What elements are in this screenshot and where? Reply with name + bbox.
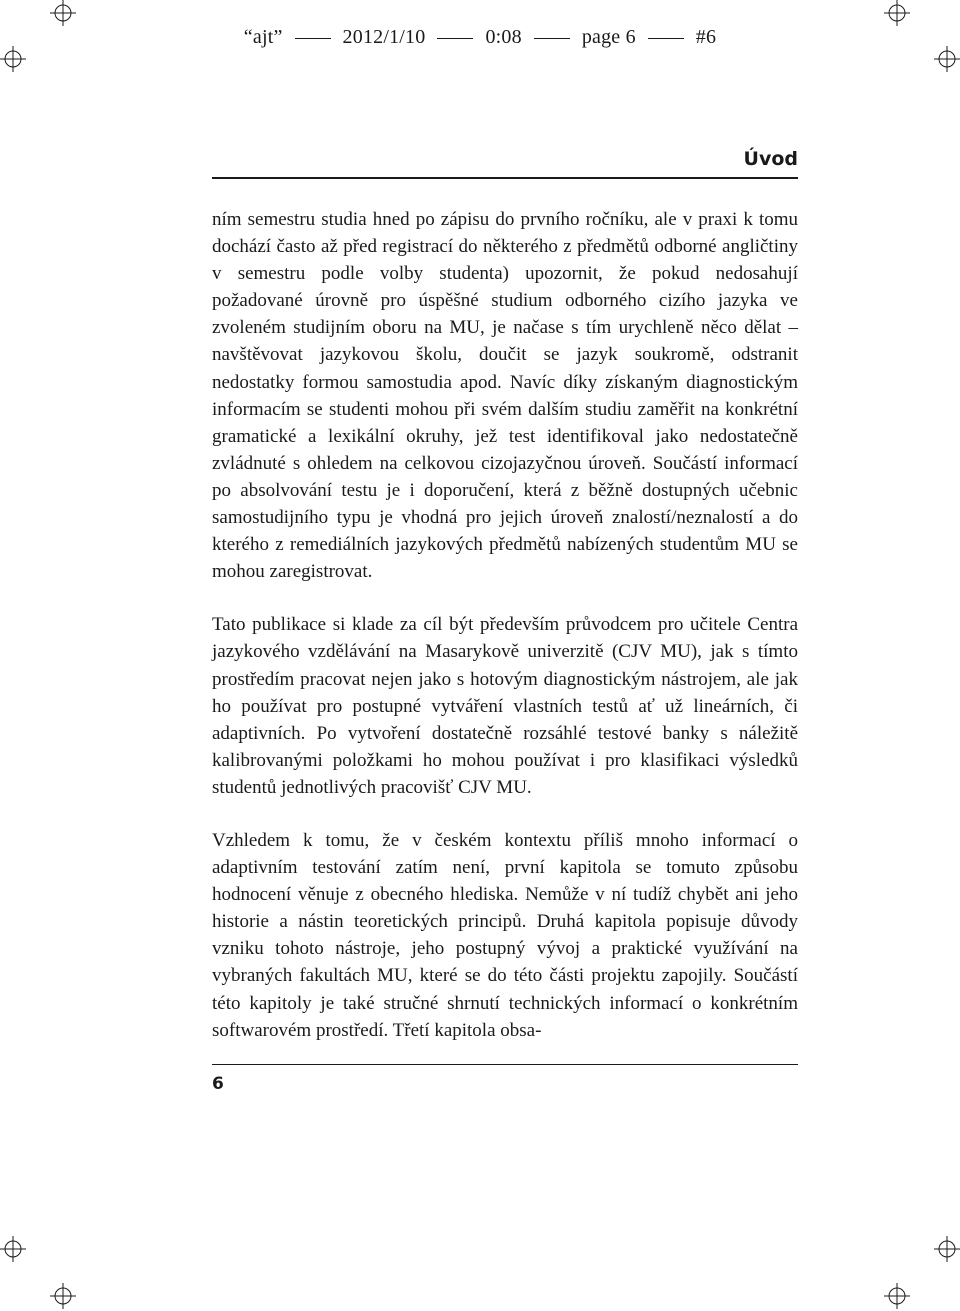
running-head-dash	[295, 38, 331, 39]
running-head-dash	[534, 38, 570, 39]
running-head-sheet: #6	[695, 26, 717, 48]
page-number: 6	[212, 1074, 224, 1094]
crop-mark-icon	[934, 46, 960, 72]
crop-mark-icon	[50, 0, 76, 26]
paragraph: Vzhledem k tomu, že v českém kontextu příliš mnoho informací o adaptivním testování zatím není, první kapitola se tomuto způsobu hodnocení věnuje z obecného hlediska. Nemůže v ní tudíž chybět ani jeho historie a nástin teoretických principů. Druhá kapitola popisuje důvody vzniku tohoto nástroje, jeho postupný vývoj a praktické využívání na vybraných fakultách MU, které se do této části projektu zapojily. Součástí této kapitoly je také stručné shrnutí technických informací o konkrétním softwarovém prostředí. Třetí kapitola obsa-	[212, 829, 798, 1041]
chapter-title: Úvod	[743, 148, 798, 170]
running-head-time: 0:08	[485, 26, 522, 48]
crop-mark-icon	[934, 1236, 960, 1262]
title-rule	[212, 177, 798, 179]
paragraph: ním semestru studia hned po zápisu do prvního ročníku, ale v praxi k tomu dochází často až před registrací do některého z předmětů odborné angličtiny v semestru podle volby studenta) upozornit, že pokud nedosahují požadované úrovně pro úspěšné studium odborného cizího jazyka ve zvoleném studijním oboru na MU, je načase s tím urychleně něco dělat – navštěvovat jazykovou školu, doučit se jazyk soukromě, odstranit nedostatky formou samostudia apod. Navíc díky získaným diagnostickým informacím se studenti mohou při svém dalším studiu zaměřit na konkrétní gramatické a lexikální okruhy, jež test identifikoval jako nedostatečně zvládnuté s ohledem na celkovou cizojazyčnou úroveň. Součástí informací po absolvování testu je i doporučení, která z běžně dostupných učebnic samostudijního typu je vhodná pro jejich úroveň znalostí/neznalostí a do kterého z remediálních jazykových předmětů nabízených studentům MU se mohou zaregistrovat.	[212, 209, 798, 583]
running-head-dash	[437, 38, 473, 39]
running-head-dash	[648, 38, 684, 39]
running-head	[0, 26, 960, 49]
crop-mark-icon	[884, 1283, 910, 1309]
paragraph: Tato publikace si klade za cíl být především průvodcem pro učitele Centra jazykového vzdělávání na Masarykově univerzitě (CJV MU), jak s tímto prostředím pracovat nejen jako s hotovým diagnostickým nástrojem, ale jak ho používat pro postupné vytváření vlastních testů ať už lineárních, či adaptivních. Po vytvoření dostatečně rozsáhlé testové banky s náležitě kalibrovanými položkami ho mohou používat i pro klasifikaci výsledků studentů jednotlivých pracovišť CJV MU.	[212, 614, 798, 798]
crop-mark-icon	[884, 0, 910, 26]
running-head-file: “ajt”	[243, 26, 283, 48]
footer-rule	[212, 1064, 798, 1065]
crop-mark-icon	[0, 46, 26, 72]
crop-mark-icon	[50, 1283, 76, 1309]
running-head-page-label: page 6	[581, 26, 636, 48]
body-text	[212, 206, 798, 1070]
running-head-date: 2012/1/10	[342, 26, 426, 48]
crop-mark-icon	[0, 1236, 26, 1262]
